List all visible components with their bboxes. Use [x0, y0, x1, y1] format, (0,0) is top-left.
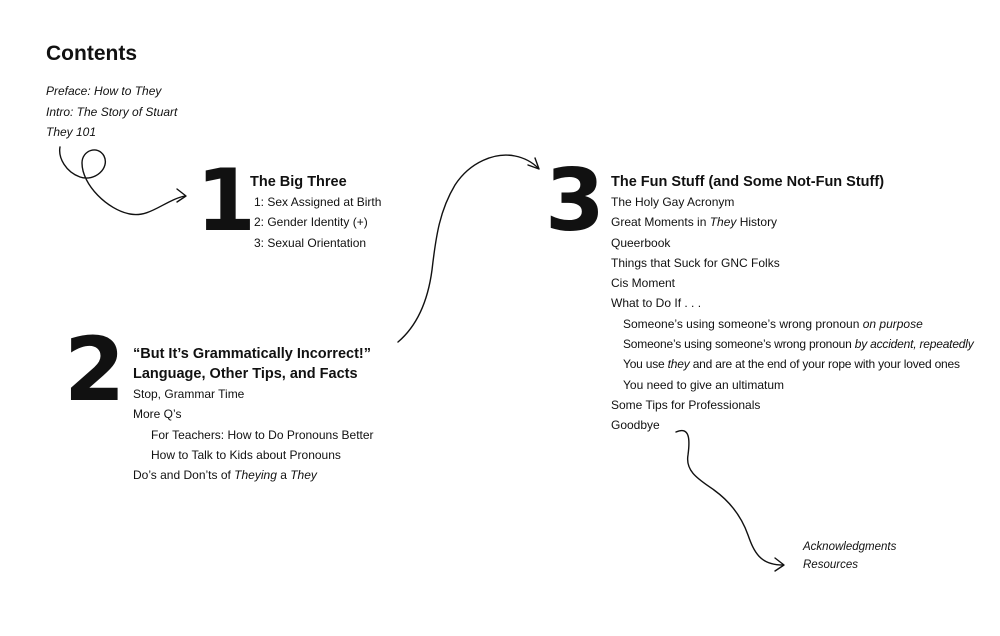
section-3: [611, 172, 974, 436]
section-2-item[interactable]: Stop, Grammar Time: [133, 387, 245, 401]
section-3-subitem[interactable]: [611, 354, 974, 374]
item-italic: They: [709, 215, 737, 230]
item-italic: They: [290, 468, 317, 483]
acknowledgments-entry[interactable]: Acknowledgments: [803, 541, 897, 553]
section-3-subitem[interactable]: [611, 314, 974, 334]
section-3-item[interactable]: Goodbye: [611, 418, 660, 433]
arrowhead-1: [177, 189, 186, 202]
item-text: Someone’s using someone’s wrong pronoun: [623, 316, 863, 331]
section-number-1: 1: [196, 151, 254, 251]
item-text: Do’s and Don’ts of: [133, 468, 235, 483]
section-1-item[interactable]: 3: Sexual Orientation: [254, 235, 367, 250]
item-text: Someone’s using someone’s wrong pronoun: [623, 337, 855, 352]
section-3-item[interactable]: Some Tips for Professionals: [611, 397, 761, 412]
section-3-subitem[interactable]: You need to give an ultimatum: [623, 377, 784, 392]
section-2-heading-line1[interactable]: “But It’s Grammatically Incorrect!”: [133, 346, 371, 362]
wavy-arrow-3: [676, 431, 783, 565]
item-italic: by accident, repeatedly: [854, 337, 974, 352]
intro-list: [46, 81, 177, 143]
item-text: Great Moments in: [611, 215, 710, 230]
section-3-item[interactable]: The Holy Gay Acronym: [611, 195, 735, 209]
intro-entry[interactable]: Intro: The Story of Stuart: [46, 104, 178, 119]
loop-arrow-1: [60, 147, 185, 215]
item-italic: Theying: [234, 468, 277, 483]
section-3-subitem[interactable]: [611, 334, 974, 354]
long-arrow-2: [398, 155, 538, 342]
section-1: [250, 172, 381, 253]
section-number-2: 2: [64, 318, 124, 421]
section-2-subitem[interactable]: How to Talk to Kids about Pronouns: [151, 447, 341, 462]
section-3-heading[interactable]: The Fun Stuff (and Some Not-Fun Stuff): [611, 174, 885, 190]
section-1-heading[interactable]: The Big Three: [250, 174, 347, 190]
section-3-item[interactable]: [611, 212, 974, 232]
item-text: History: [736, 215, 778, 230]
section-number-3: 3: [545, 151, 603, 251]
item-italic: on purpose: [862, 316, 923, 331]
section-2: [133, 344, 374, 485]
page-title: Contents: [46, 42, 137, 65]
item-text: a: [276, 468, 291, 483]
section-3-item[interactable]: What to Do If . . .: [611, 296, 702, 311]
they101-entry[interactable]: They 101: [46, 125, 97, 139]
ending-list: [803, 538, 896, 574]
item-italic: they: [667, 357, 690, 372]
section-2-item[interactable]: More Q’s: [133, 407, 182, 422]
preface-entry[interactable]: Preface: How to They: [46, 84, 162, 98]
section-3-item[interactable]: Things that Suck for GNC Folks: [611, 255, 780, 270]
section-3-item[interactable]: Cis Moment: [611, 276, 676, 291]
section-2-item[interactable]: [133, 465, 374, 485]
section-2-heading-line2[interactable]: Language, Other Tips, and Facts: [133, 366, 358, 382]
section-3-item[interactable]: Queerbook: [611, 235, 671, 250]
section-2-subitem[interactable]: For Teachers: How to Do Pronouns Better: [151, 427, 374, 442]
section-1-item[interactable]: 1: Sex Assigned at Birth: [254, 195, 382, 209]
item-text: and are at the end of your rope with your loved ones: [689, 357, 960, 372]
section-1-item[interactable]: 2: Gender Identity (+): [254, 215, 368, 230]
item-text: You use: [623, 357, 668, 372]
resources-entry[interactable]: Resources: [803, 559, 858, 571]
